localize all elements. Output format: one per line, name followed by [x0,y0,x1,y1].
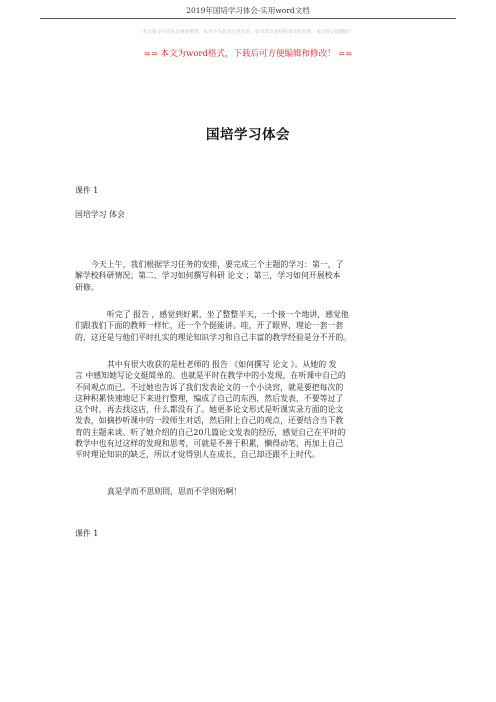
paragraph-line: 研修。 [75,282,99,292]
paragraph-line: 听完了 报告 ，感觉到好累，坐了整整半天，一个接一个地讲，感觉他 [107,310,349,319]
disclaimer-text: 本文部分内容来自网络整理，本司不为其真实性负责，如有异议或侵权请及时联系，本司将立即删除！ [142,30,354,35]
paragraph-line: 其中有很大收获的是杜老师的 报告 《如何撰写 论文 》。从她的 发 [107,360,337,369]
paragraph-line: 言 中感知她写论文挺简单的。也就是平时在教学中的小发现，在听课中自己的 [75,371,346,381]
paragraph-line: 的，这还是与他们平时扎实的理论知识学习和自己丰富的教学经验是分不开的。 [75,332,352,342]
page-header-title: 2019年国培学习体会-实用word文档 [186,6,310,15]
paragraph-line: 这个时，再去找这店，什么都没有了。她更多论文形式是听课实录方面的论文 [75,405,344,415]
paragraph-line: 真是学而不思则罔，思而不学则殆啊！ [107,487,242,496]
paragraph-3 [75,359,346,461]
paragraph-2 [75,309,351,343]
paragraph-line: 育的主题来谈。听了她介绍的自己20几篇论文发表的经历，感觉自己在平时的 [75,427,346,437]
paragraph-1 [75,259,344,293]
paragraph-line: 发表，如摘抄听课中的一段师生对话，然后附上自己的观点，还要结合当下教 [75,416,344,426]
paragraph-line: 们跟我们下面的教师一样忙，还一个个挺能讲。哇，开了眼界，理论一套一套 [75,321,344,331]
paragraph-line: 解学校科研情况；第二、学习如何撰写科研 论文 ；第三，学习如何开展校本 [75,271,341,281]
paragraph-line: 平时理论知识的缺乏，所以才觉得别人在成长，自己却还跟不上时代。 [75,450,320,460]
document-subtitle: 国培学习 体会 [75,210,125,219]
paragraph-4 [75,486,241,497]
paragraph-line: 今天上午，我们根据学习任务的安排，要完成三个主题的学习：第一，了 [91,260,344,269]
document-title: 国培学习体会 [206,127,290,143]
section-label: 课件 1 [75,186,99,195]
paragraph-line: 这种积累快速地记下来进行整理，编成了自己的东西，然后发表，不要等过了 [75,393,344,403]
paragraph-line: 不同观点而已。不过她也告诉了我们发表论文的一个小诀窍，就是要把每次的 [75,382,344,392]
paragraph-line: 教学中也有过这样的发现和思考，可就是不善于积累，懒得动笔，再加上自己 [75,439,344,449]
edit-notice: == 本文为word格式，下载后可方便编辑和修改！ == [143,49,353,59]
header-divider [40,18,456,19]
section-label-2: 课件 1 [75,529,99,538]
